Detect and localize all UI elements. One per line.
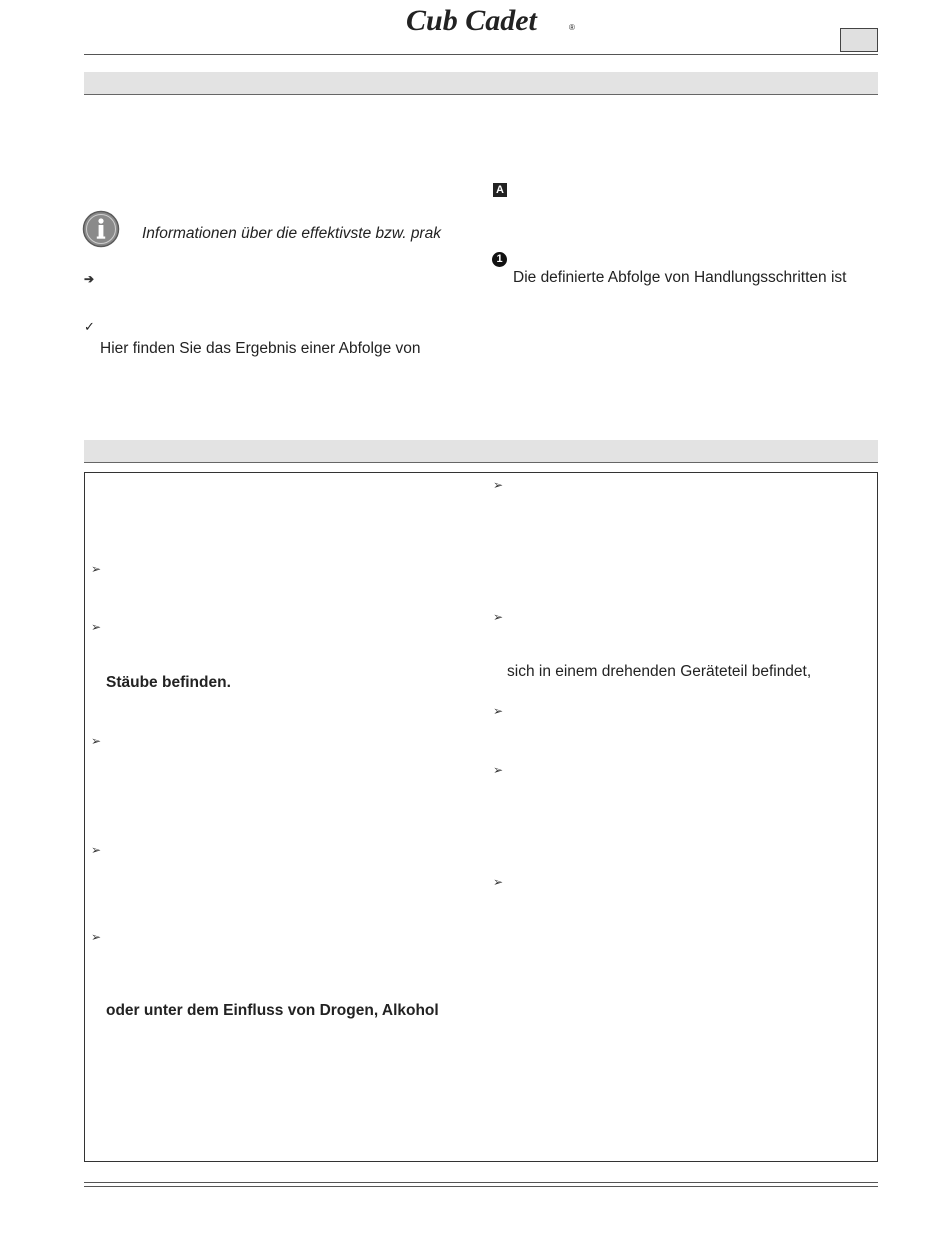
left-bold-text-2: oder unter dem Einfluss von Drogen, Alkohol xyxy=(106,1002,439,1019)
safety-notes-box xyxy=(84,472,878,1162)
bullet-arrow-icon: ➢ xyxy=(493,763,504,777)
cub-cadet-logo xyxy=(406,4,578,36)
arrow-right-icon: ➔ xyxy=(84,272,95,286)
step-number-badge: 1 xyxy=(492,252,507,267)
footer-rule-bottom xyxy=(84,1186,878,1187)
left-bold-text-1: Stäube befinden. xyxy=(106,674,231,691)
sequence-text: Die definierte Abfolge von Handlungsschritten ist xyxy=(513,269,847,286)
bullet-arrow-icon: ➢ xyxy=(91,734,102,748)
bullet-arrow-icon: ➢ xyxy=(493,704,504,718)
registered-mark: ® xyxy=(569,23,575,32)
info-text: Informationen über die effektivste bzw. prak xyxy=(142,225,441,242)
section-heading-bar-2 xyxy=(84,440,878,463)
right-text-1: sich in einem drehenden Geräteteil befindet, xyxy=(507,663,812,680)
check-icon: ✓ xyxy=(84,319,95,334)
info-icon xyxy=(82,210,120,248)
figure-letter-badge: A xyxy=(493,183,507,197)
logo-text: Cub Cadet xyxy=(406,4,537,36)
header-rule xyxy=(84,54,878,55)
bullet-arrow-icon: ➢ xyxy=(91,620,102,634)
bullet-arrow-icon: ➢ xyxy=(91,562,102,576)
bullet-arrow-icon: ➢ xyxy=(493,610,504,624)
bullet-arrow-icon: ➢ xyxy=(91,843,102,857)
page-number-box xyxy=(840,28,878,52)
footer-rule-top xyxy=(84,1182,878,1183)
section-heading-bar-1 xyxy=(84,72,878,95)
bullet-arrow-icon: ➢ xyxy=(493,478,504,492)
bullet-arrow-icon: ➢ xyxy=(493,875,504,889)
bullet-arrow-icon: ➢ xyxy=(91,930,102,944)
result-text: Hier finden Sie das Ergebnis einer Abfolge von xyxy=(100,340,421,357)
